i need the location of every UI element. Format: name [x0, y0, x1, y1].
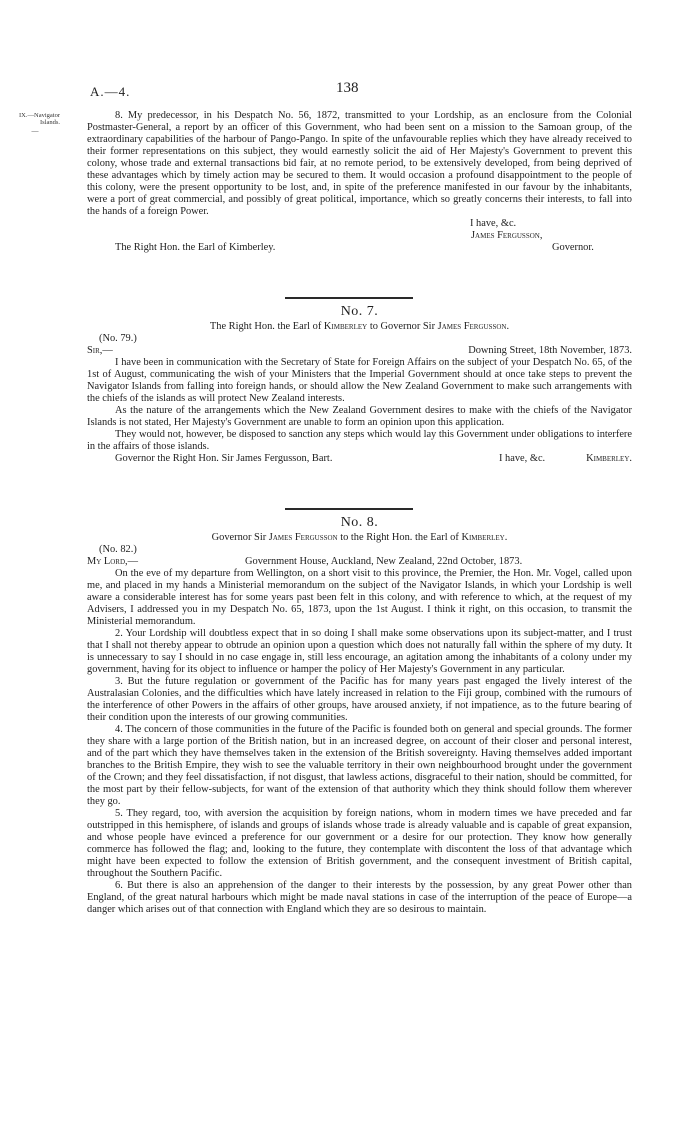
paragraph: 4. The concern of those communities in the future of the Pacific is founded both on general and special grounds. The former they share with a large portion of the British nation, but in an increased degree, on account of their closer and personal interest, and of the part which they have themselves taken in the extension of the British sovereignty. Having themselves added important branches to the British Empire, they wish to see the valuable territory in their own neighbourhood brought under the government of the Crown; and they feel dissatisfaction, if not disgust, that lawless actions, disgraceful to their nation, should be committed, for the most part by their fellow-subjects, for want of the extension of that authority which they think should follow them wherever they go. [87, 724, 632, 807]
despatch-heading: No. 8. [340, 515, 379, 530]
despatch-7 [87, 306, 632, 465]
place-date: Downing Street, 18th November, 1873. [468, 345, 632, 356]
margin-note-line1: IX.—Navigator [19, 112, 60, 119]
paragraph: 5. They regard, too, with aversion the acquisition by foreign nations, whom in modern times we have preceded and far outstripped in this hemisphere, of islands and groups of islands whose trade is already valuable and is capable of great expansion, and whose people have evinced a preference for our government or a desire for our protection. They know how generally commerce has followed the flag; and, looking to the future, they contemplate with discontent the loss of that advantage which might have been expected to follow the extension of British government, and the consequent investment of British capital, throughout the Southern Pacific. [87, 808, 632, 879]
signature: Kimberley. [586, 453, 632, 464]
closing-formula: I have, &c. [499, 453, 546, 464]
despatch-heading: No. 7. [340, 304, 379, 319]
despatch-reference: (No. 82.) [99, 544, 137, 555]
addressee: The Right Hon. the Earl of Kimberley. [115, 242, 276, 253]
despatch-8 [87, 517, 632, 916]
signatory-title: Governor. [552, 242, 594, 253]
salutation: My Lord,— [87, 556, 139, 567]
margin-note-dash: — [31, 127, 39, 135]
salutation: Sir,— [87, 345, 113, 356]
paragraph: 2. Your Lordship will doubtless expect that in so doing I shall make some observations upon its subject-matter, and I trust that I shall not thereby appear to obtrude an opinion upon a question which does not naturally fall within the sphere of my duty. It is unnecessary to say I should in no case engage in, still less encourage, an agitation among the inhabitants of a colony under my government, having for its object to influence or hamper the policy of Her Majesty's Government in any particular. [87, 628, 632, 675]
section-divider [285, 297, 413, 299]
paragraph: I have been in communication with the Secretary of State for Foreign Affairs on the subject of your Despatch No. 65, of the 1st of August, communicating the wish of your Ministers that the Imperial Government should at once take steps to prevent the Navigator Islands from falling into foreign hands, or should allow the New Zealand Government to make such arrangements with the chiefs of the islands as will protect New Zealand interests. [87, 357, 632, 404]
addressee: Governor the Right Hon. Sir James Fergusson, Bart. [115, 453, 333, 464]
signature: James Fergusson, [471, 230, 543, 241]
paragraph: They would not, however, be disposed to sanction any steps which would lay this Government under obligations to interfere in the affairs of those islands. [87, 429, 632, 452]
paragraph: As the nature of the arrangements which the New Zealand Government desires to make with the chiefs of the Navigator Islands is not stated, Her Majesty's Government are unable to form an opinion upon this application. [87, 405, 632, 428]
despatch-subtitle: The Right Hon. the Earl of Kimberley to Governor Sir James Fergusson. [209, 321, 510, 332]
paragraph-8: 8. My predecessor, in his Despatch No. 56, 1872, transmitted to your Lordship, as an enclosure from the Colonial Postmaster-General, a report by an officer of this Government, who had been sent on a mission to the Samoan group, of the extraordinary capabilities of the harbour of Pango-Pango. In spite of the unfavourable replies which they have already received to their former representations on this subject, they would earnestly solicit the aid of Her Majesty's Government to prevent this colony, whose trade and external transactions bid fair, at no remote period, to be extensively developed, from being deprived of these advantages which by timely action may be secured to them. It would occasion a profound disappointment to the people of this colony, were the present opportunity to be lost, and, in spite of the preference manifested in our favour by the inhabitants, were a port of great commercial, and possibly of great political, importance, which so greatly concerns their interests, to fall into the hands of a foreign Power. [87, 110, 632, 217]
paragraph: On the eve of my departure from Wellington, on a short visit to this province, the Premier, the Hon. Mr. Vogel, called upon me, and placed in my hands a Ministerial memorandum on the subject of the Navigator Islands, in which your Lordship is well aware a considerable interest has for some years past been felt in this colony, and with reference to which, at the request of my Advisers, I addressed you in my Despatch No. 65, 1873, upon the 1st August. I think it right, on this occasion, to transmit the Ministerial memorandum. [87, 568, 632, 627]
series-number: A.—4. [90, 84, 131, 99]
paragraph: 6. But there is also an apprehension of the danger to their interests by the possession, by any great Power other than England, of the great natural harbours which might be made naval stations in case of the interruption of the peace of Europe—a danger which arises out of that connection with England which they are so desirous to maintain. [87, 880, 632, 915]
margin-note [10, 112, 60, 135]
paragraph: 3. But the future regulation or government of the Pacific has for many years past engaged the lively interest of the Australasian Colonies, and the difficulties which have lately increased in relation to the Fiji group, combined with the rumours of the interference of other Powers in the affairs of other groups, have aroused anxiety, if not impatience, as to the future bearing of their condition upon the interests of our growing communities. [87, 676, 632, 723]
place-date: Government House, Auckland, New Zealand, 22nd October, 1873. [245, 556, 523, 567]
margin-note-line2: Islands. [39, 119, 60, 126]
page-number: 138 [336, 80, 359, 96]
despatch-subtitle: Governor Sir James Fergusson to the Right Hon. the Earl of Kimberley. [211, 532, 508, 543]
closing-formula: I have, &c. [470, 218, 517, 229]
section-divider [285, 508, 413, 510]
despatch-reference: (No. 79.) [99, 333, 137, 344]
despatch-6-close [87, 110, 632, 254]
